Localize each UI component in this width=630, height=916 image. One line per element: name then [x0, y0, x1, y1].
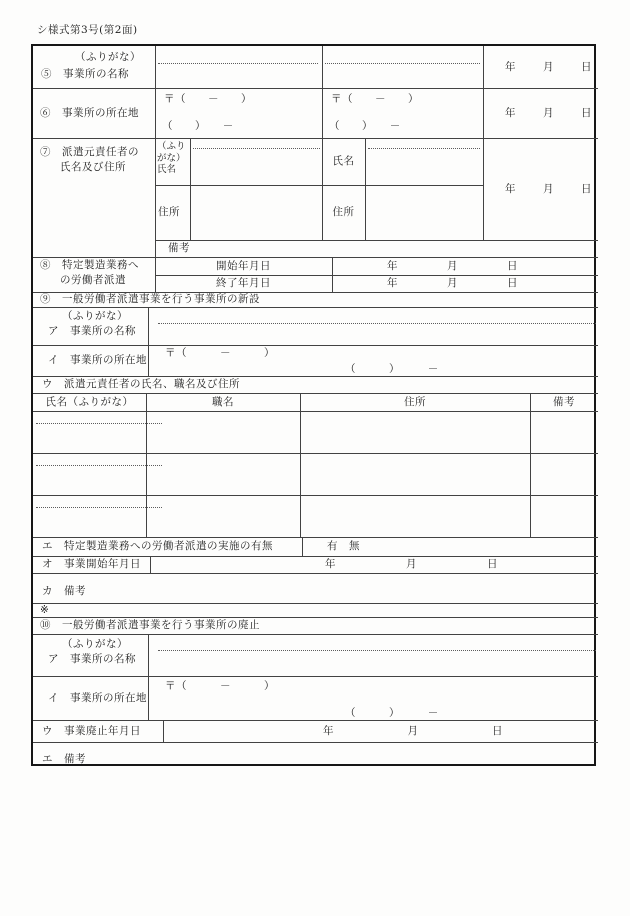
row5-label-cell	[33, 46, 155, 88]
manager-name-field-right[interactable]	[365, 138, 483, 185]
section9-office-name-field[interactable]	[148, 307, 598, 345]
section9-a-label-cell	[33, 307, 148, 345]
day-label: 日	[581, 106, 592, 119]
row7-name-sublabel: 氏名	[332, 155, 355, 167]
manager-note-label: 備考	[168, 242, 190, 254]
row7-address-sublabel-left: 住所	[158, 206, 180, 218]
postal-code-template: 〒（ － ）	[164, 93, 252, 105]
row7-label-line1: ⑦ 派遣元責任者の	[40, 146, 139, 158]
phone-template: （ ） －	[162, 120, 234, 132]
month-label: 月	[407, 724, 419, 737]
row5-label: ⑤ 事業所の名称	[41, 68, 129, 80]
manager-name-cell-row1[interactable]	[33, 411, 146, 453]
row8-start-date-field[interactable]	[332, 257, 598, 275]
row6-date-field[interactable]	[483, 88, 598, 138]
section9-office-address-field[interactable]	[148, 345, 598, 376]
manager-address-cell-row2[interactable]	[300, 453, 530, 495]
reference-mark-field[interactable]	[33, 603, 598, 617]
furigana-line3: 氏名	[157, 164, 177, 175]
month-label: 月	[543, 60, 554, 73]
row8-label-line1: ⑧ 特定製造業務へ	[40, 259, 139, 271]
day-label: 日	[581, 182, 592, 195]
section9-i-label: イ 事業所の所在地	[48, 354, 147, 366]
dispatch-presence-field[interactable]	[302, 537, 598, 556]
manager-name-field-left[interactable]	[190, 138, 322, 185]
reference-mark: ※	[40, 603, 50, 616]
form-number-title: シ様式第3号(第2面)	[37, 24, 138, 36]
section10-a-label-cell	[33, 634, 148, 676]
year-label: 年	[387, 259, 398, 272]
manager-note-cell-row3[interactable]	[530, 495, 598, 537]
section9-u-header: ウ 派遣元責任者の氏名、職名及び住所	[42, 378, 240, 390]
row8-label-cell	[33, 257, 155, 292]
office-name-field-right[interactable]	[322, 46, 483, 88]
manager-position-cell-row2[interactable]	[146, 453, 300, 495]
column-header-position: 職名	[212, 395, 234, 408]
column-header-name: 氏名（ふりがな）	[45, 395, 134, 408]
row7-label-line2: 氏名及び住所	[60, 161, 126, 173]
day-label: 日	[487, 558, 498, 570]
section10-i-label: イ 事業所の所在地	[48, 691, 147, 704]
section10-abolition-date-field[interactable]	[163, 720, 598, 742]
manager-address-cell-row1[interactable]	[300, 411, 530, 453]
section9-ka-label: カ 備考	[42, 585, 86, 597]
section10-office-address-field[interactable]	[148, 676, 598, 720]
section10-u-label: ウ 事業廃止年月日	[42, 724, 141, 737]
manager-address-cell-row3[interactable]	[300, 495, 530, 537]
office-name-field-left[interactable]	[155, 46, 322, 88]
row6-label: ⑥ 事業所の所在地	[40, 106, 139, 119]
office-address-field-right[interactable]	[322, 88, 483, 138]
phone-template: （ ） －	[345, 363, 439, 375]
year-label: 年	[505, 182, 516, 195]
manager-note-cell-row2[interactable]	[530, 453, 598, 495]
form-table	[31, 44, 596, 766]
section9-o-label: オ 事業開始年月日	[42, 558, 141, 570]
month-label: 月	[447, 277, 458, 289]
dispatch-presence-options: 有 無	[327, 540, 360, 552]
row5-date-field[interactable]	[483, 46, 598, 88]
section10-header: ⑩ 一般労働者派遣事業を行う事業所の廃止	[40, 619, 260, 631]
month-label: 月	[406, 558, 417, 570]
section10-a-label: ア 事業所の名称	[48, 653, 136, 665]
day-label: 日	[581, 60, 592, 73]
column-header-note: 備考	[553, 395, 575, 408]
row8-end-label: 終了年月日	[216, 277, 271, 289]
furigana-line1: （ふり	[157, 141, 186, 152]
row7-address-sublabel-right: 住所	[332, 206, 355, 218]
row7-label-cell	[33, 138, 155, 240]
manager-note-cell-row1[interactable]	[530, 411, 598, 453]
year-label: 年	[323, 724, 334, 737]
section9-start-date-field[interactable]	[150, 556, 598, 573]
manager-name-cell-row2[interactable]	[33, 453, 146, 495]
section9-a-label: ア 事業所の名称	[48, 325, 136, 337]
manager-position-cell-row3[interactable]	[146, 495, 300, 537]
section10-a-furigana-label: （ふりがな）	[62, 638, 128, 650]
row5-furigana-label: （ふりがな）	[75, 51, 141, 63]
year-label: 年	[505, 60, 516, 73]
row8-start-label: 開始年月日	[216, 259, 271, 272]
row8-end-date-field[interactable]	[332, 275, 598, 292]
year-label: 年	[387, 277, 398, 289]
postal-code-template: 〒（ － ）	[165, 680, 275, 692]
row8-label-line2: の労働者派遣	[60, 274, 126, 286]
day-label: 日	[507, 277, 518, 289]
year-label: 年	[505, 106, 516, 119]
section10-office-name-field[interactable]	[148, 634, 598, 676]
phone-template: （ ） －	[345, 707, 439, 719]
section9-note-field[interactable]	[33, 573, 598, 603]
section9-a-furigana-label: （ふりがな）	[62, 310, 128, 322]
postal-code-template: 〒（ － ）	[331, 93, 419, 105]
row7-furigana-sublabel	[155, 138, 190, 185]
month-label: 月	[447, 259, 458, 272]
column-header-address: 住所	[404, 395, 426, 408]
row7-date-field[interactable]	[483, 138, 598, 240]
section10-note-field[interactable]	[33, 742, 598, 768]
year-label: 年	[325, 558, 336, 570]
section10-e-label: エ 備考	[42, 753, 86, 765]
manager-position-cell-row1[interactable]	[146, 411, 300, 453]
month-label: 月	[543, 106, 554, 119]
section9-e-label: エ 特定製造業務への労働者派遣の実施の有無	[42, 540, 273, 552]
section9-header: ⑨ 一般労働者派遣事業を行う事業所の新設	[40, 293, 260, 305]
manager-name-cell-row3[interactable]	[33, 495, 146, 537]
month-label: 月	[543, 182, 554, 195]
manager-address-field-right[interactable]	[365, 185, 483, 240]
manager-address-field-left[interactable]	[190, 185, 322, 240]
postal-code-template: 〒（ － ）	[165, 347, 275, 359]
furigana-line2: がな）	[157, 152, 186, 164]
day-label: 日	[507, 259, 518, 272]
manager-note-field[interactable]	[155, 240, 598, 257]
phone-template: （ ） －	[329, 120, 401, 132]
office-address-field-left[interactable]	[155, 88, 322, 138]
day-label: 日	[492, 724, 503, 737]
